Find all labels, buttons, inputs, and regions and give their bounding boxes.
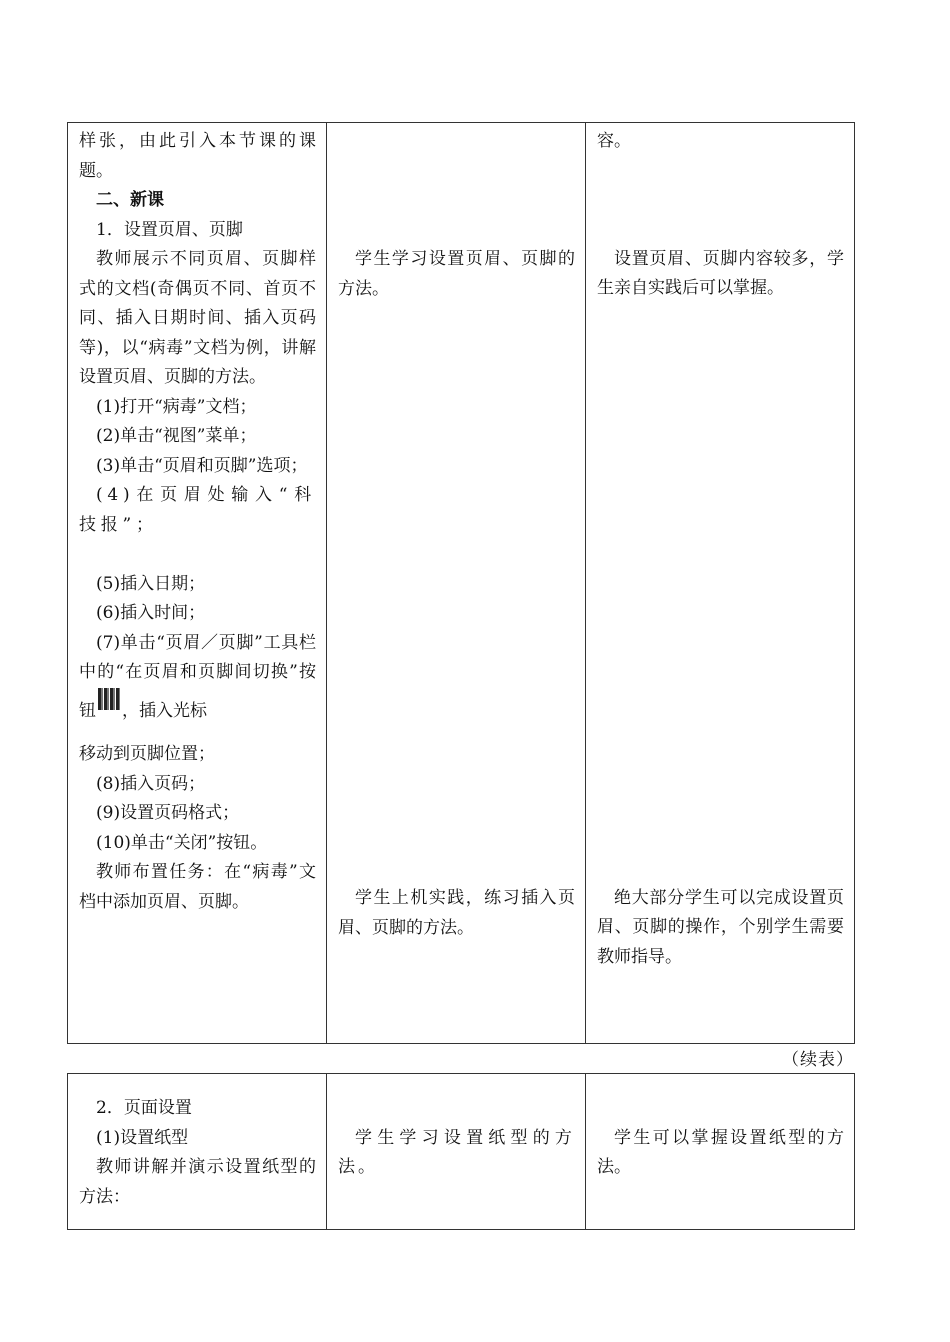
section-2-title: 2．页面设置 <box>96 1098 192 1118</box>
new-lesson-heading: 二、新课 <box>96 190 164 210</box>
student-activity-cell <box>327 123 586 1044</box>
lesson-table-1 <box>67 122 855 1044</box>
table-row <box>68 1074 855 1230</box>
step-2: (2)单击“视图”菜单； <box>96 426 257 446</box>
intro-line: 样张，由此引入本节课的课题。 <box>79 131 316 181</box>
step-7-text: (7)单击“页眉／页脚”工具栏中的“在页眉和页脚间切换”按钮 <box>79 632 316 721</box>
student-activity-2: 学生上机实践，练习插入页眉、页脚的方法。 <box>338 888 575 938</box>
step-8: (8)插入页码； <box>96 773 206 794</box>
table-row <box>68 123 855 1044</box>
section-1-title: 1．设置页眉、页脚 <box>96 219 243 240</box>
student-activity-cell <box>327 1074 586 1230</box>
teacher-explain-text: 教师讲解并演示设置纸型的方法： <box>79 1157 316 1207</box>
step-9: (9)设置页码格式； <box>96 803 240 823</box>
step-5: (5)插入日期； <box>96 573 206 594</box>
design-intent-cell <box>586 1074 855 1230</box>
switch-header-footer-icon <box>98 688 120 710</box>
step-6: (6)插入时间； <box>96 603 206 623</box>
step-10: (10)单击“关闭”按钮。 <box>96 832 268 853</box>
teacher-content-cell <box>68 123 327 1044</box>
teacher-content-cell <box>68 1074 327 1230</box>
design-note-1: 设置页眉、页脚内容较多，学生亲自实践后可以掌握。 <box>597 248 844 298</box>
teacher-demo-text: 教师展示不同页眉、页脚样式的文档(奇偶页不同、首页不同、插入日期时间、插入页码等)，以“病毒”文档为例，讲解设置页眉、页脚的方法。 <box>79 249 316 387</box>
step-7 <box>79 629 316 727</box>
continued-label: （续表） <box>782 1050 854 1070</box>
teacher-task: 教师布置任务：在“病毒”文档中添加页眉、页脚。 <box>79 862 316 912</box>
step-3: (3)单击“页眉和页脚”选项； <box>96 455 308 476</box>
step-4: (4)在页眉处输入“科技报”； <box>79 485 316 535</box>
step-7-tail: ，插入光标 <box>122 700 207 721</box>
step-7-continued: 移动到页脚位置； <box>79 744 215 764</box>
student-activity: 学生学习设置纸型的方法。 <box>338 1127 575 1177</box>
intro-line-col3: 容。 <box>597 131 631 151</box>
design-note: 学生可以掌握设置纸型的方法。 <box>597 1127 844 1177</box>
sub-1: (1)设置纸型 <box>96 1127 189 1148</box>
student-activity-1: 学生学习设置页眉、页脚的方法。 <box>338 249 575 299</box>
lesson-table-2 <box>67 1073 855 1230</box>
design-note-2: 绝大部分学生可以完成设置页眉、页脚的操作，个别学生需要教师指导。 <box>597 887 844 967</box>
blank-line <box>79 540 316 570</box>
design-intent-cell <box>586 123 855 1044</box>
step-1: (1)打开“病毒”文档； <box>96 396 257 417</box>
